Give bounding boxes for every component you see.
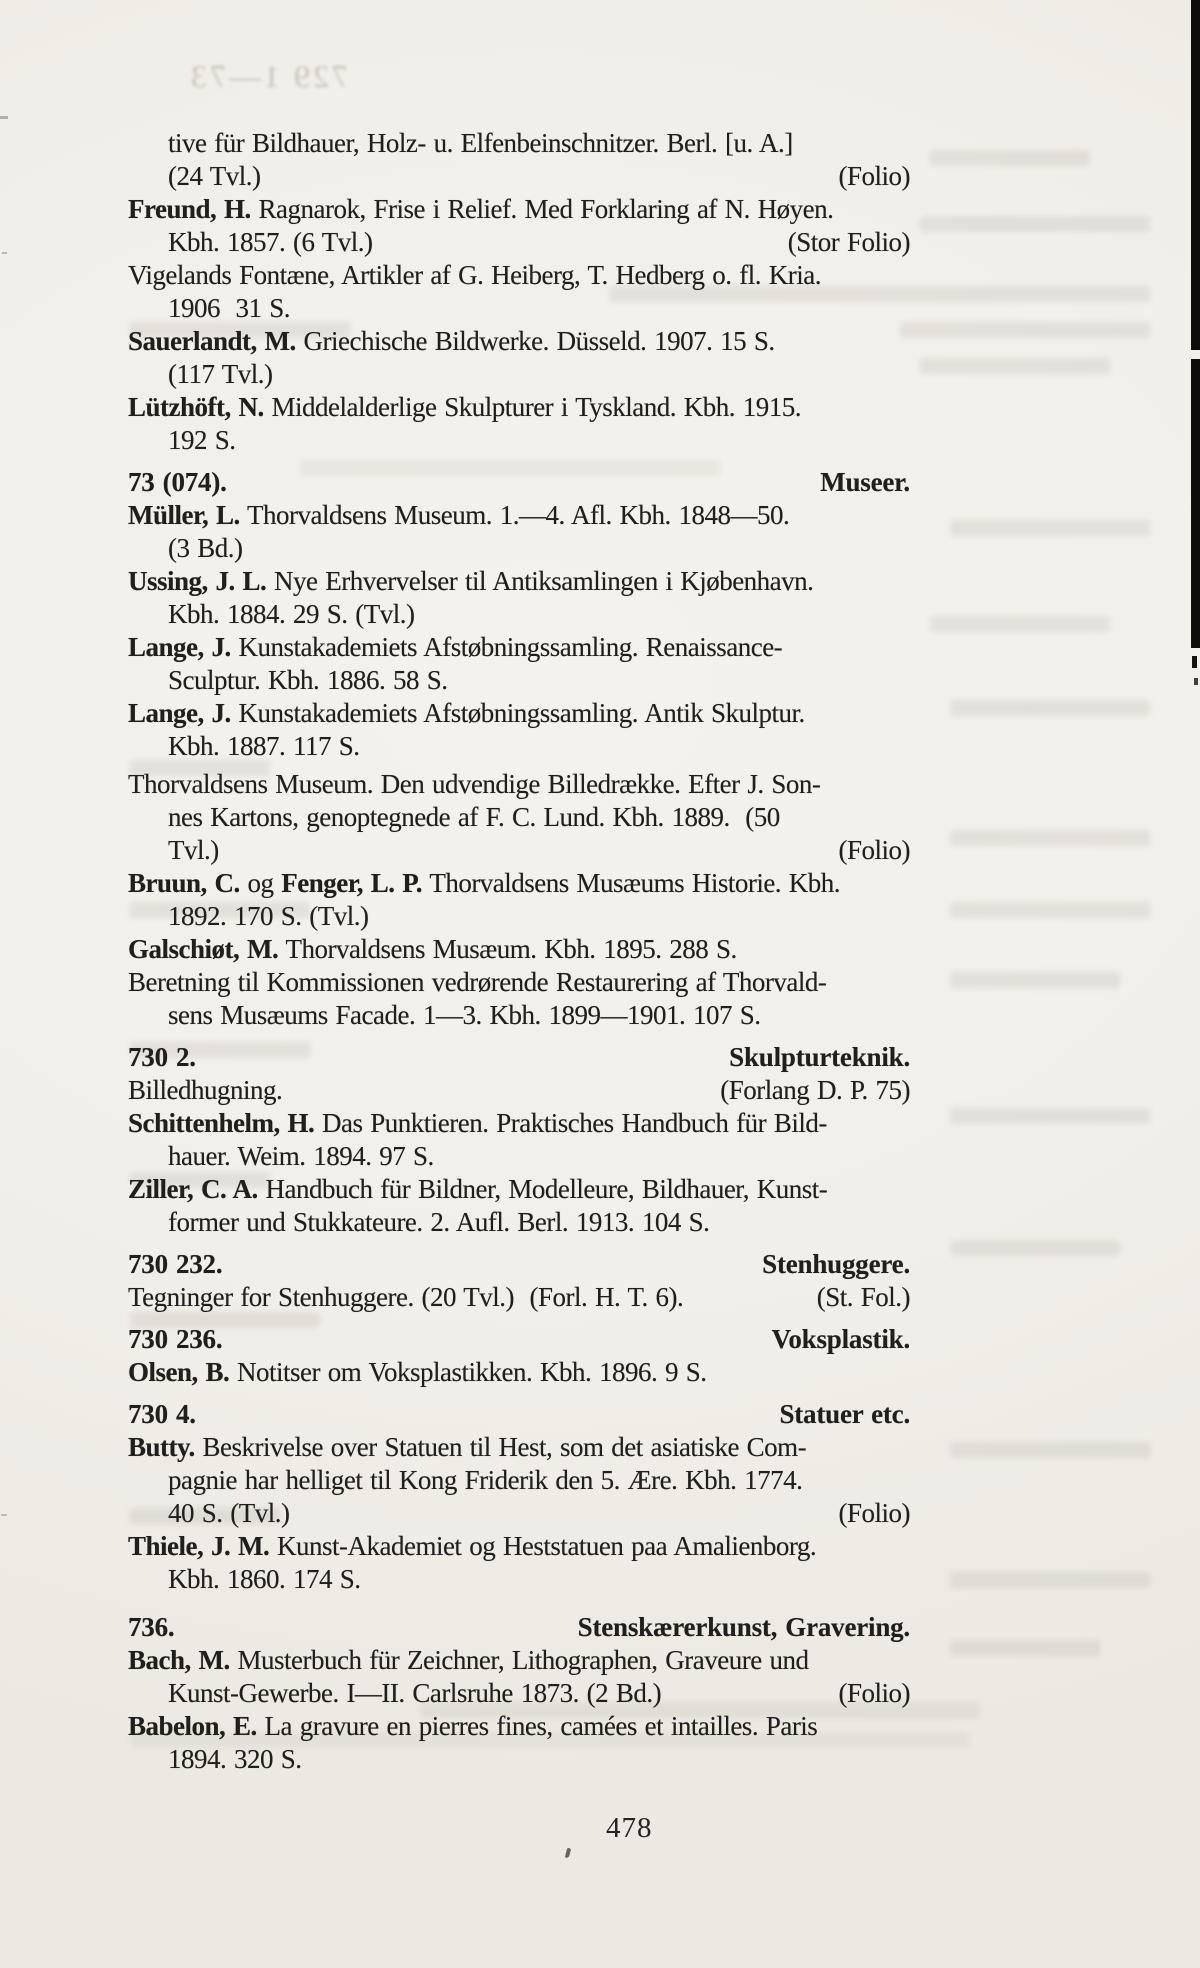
text-segment: 1906 31 S.	[168, 293, 291, 323]
author-name: Bach, M.	[128, 1645, 230, 1675]
line-text	[128, 391, 801, 424]
line-text	[168, 160, 261, 193]
line-text	[128, 1530, 816, 1563]
author-name: Ussing, J. L.	[128, 566, 267, 596]
bleed-through-smudge	[920, 216, 1150, 232]
catalog-entry-line	[128, 933, 910, 966]
section-title: Museer.	[820, 467, 910, 497]
catalog-entry-line	[128, 730, 910, 763]
text-segment: nes Kartons, genoptegnede af F. C. Lund. Kbh. 1889. (50	[168, 802, 780, 832]
catalog-entry-line	[128, 664, 910, 697]
catalog-entry-line	[128, 391, 910, 424]
bleed-through-text: 729 1—73	[188, 58, 348, 94]
line-text	[128, 193, 833, 226]
ink-speck	[1, 1514, 7, 1516]
text-segment: Notitser om Voksplastikken. Kbh. 1896. 9 S.	[229, 1357, 707, 1387]
text-segment: Vigelands Fontæne, Artikler af G. Heiberg, T. Hedberg o. fl. Kria.	[128, 260, 821, 290]
text-segment: 192 S.	[168, 425, 236, 455]
text-segment: Billedhugning.	[128, 1075, 283, 1105]
format-note: (St. Fol.)	[816, 1282, 910, 1312]
line-text	[128, 966, 826, 999]
catalog-entry-line	[128, 1356, 910, 1389]
page-number: 478	[606, 1812, 653, 1844]
author-name: Schittenhelm, H.	[128, 1108, 315, 1138]
catalog-entry-line	[128, 193, 910, 226]
catalog-entry-line	[128, 1710, 910, 1743]
ink-speck	[0, 116, 8, 119]
catalog-entry-line	[128, 259, 910, 292]
text-segment: Thorvaldsens Musæums Historie. Kbh.	[422, 868, 841, 898]
catalog-entry-line	[128, 1281, 910, 1314]
text-segment: Kunstakademiets Afstøbningssamling. Renaissance-	[230, 632, 783, 662]
author-name: Babelon, E.	[128, 1711, 257, 1741]
line-text	[128, 933, 737, 966]
catalog-entry-line	[128, 1677, 910, 1710]
bleed-through-smudge	[950, 830, 1150, 846]
classification-number: 730 4.	[128, 1399, 196, 1429]
line-text	[128, 565, 813, 598]
section-heading	[128, 1398, 910, 1431]
text-segment: Thorvaldsens Museum. 1.—4. Afl. Kbh. 1848—50.	[239, 500, 790, 530]
line-text	[168, 226, 373, 259]
text-segment: Nye Erhvervelser til Antiksamlingen i Kjøbenhavn.	[266, 566, 814, 596]
line-text	[168, 1206, 709, 1239]
catalog-entry-line	[128, 1530, 910, 1563]
text-segment: Beskrivelse over Statuen til Hest, som det asiatiske Com-	[194, 1432, 807, 1462]
text-segment: former und Stukkateure. 2. Aufl. Berl. 1913. 104 S.	[168, 1207, 710, 1237]
text-segment: Sculptur. Kbh. 1886. 58 S.	[168, 665, 448, 695]
ink-speck	[2, 252, 7, 254]
bleed-through-smudge	[930, 616, 1110, 632]
line-text	[128, 1173, 827, 1206]
bleed-through-smudge	[950, 520, 1150, 536]
text-segment: 1892. 170 S. (Tvl.)	[168, 901, 369, 931]
format-note: (Stor Folio)	[787, 227, 910, 257]
bleed-through-smudge	[950, 1108, 1150, 1124]
scan-edge-artifact	[1191, 0, 1200, 648]
bleed-through-smudge	[950, 1572, 1150, 1588]
text-segment: hauer. Weim. 1894. 97 S.	[168, 1141, 434, 1171]
line-text	[128, 697, 805, 730]
classification-number: 730 236.	[128, 1324, 223, 1354]
catalog-entry-line	[128, 358, 910, 391]
line-text	[128, 1107, 827, 1140]
line-text	[168, 1677, 661, 1710]
text-segment: Handbuch für Bildner, Modelleure, Bildhauer, Kunst-	[257, 1174, 828, 1204]
bleed-through-smudge	[920, 358, 1110, 374]
bleed-through-smudge	[950, 902, 1150, 918]
text-segment: Das Punktieren. Praktisches Handbuch für Bild-	[314, 1108, 827, 1138]
line-text	[128, 1248, 222, 1281]
scan-edge-notch	[1190, 350, 1200, 359]
catalog-entry-line	[128, 160, 910, 193]
format-note: (Folio)	[838, 1678, 910, 1708]
bleed-through-smudge	[950, 1442, 1150, 1458]
classification-number: 73 (074).	[128, 467, 227, 497]
bleed-through-smudge	[950, 1640, 1100, 1656]
format-note: (Folio)	[838, 835, 910, 865]
author-name: Bruun, C.	[128, 868, 240, 898]
text-segment: Thorvaldsens Musæum. Kbh. 1895. 288 S.	[278, 934, 737, 964]
line-text	[168, 1140, 434, 1173]
line-text	[128, 1074, 282, 1107]
text-segment: La gravure en pierres fines, camées et intailles. Paris	[256, 1711, 818, 1741]
author-name: Müller, L.	[128, 500, 240, 530]
catalog-entry-line	[128, 768, 910, 801]
line-text	[128, 867, 840, 900]
text-segment: Kunstakademiets Afstøbningssamling. Antik Skulptur.	[230, 698, 805, 728]
text-segment: tive für Bildhauer, Holz- u. Elfenbeinschnitzer. Berl. [u. A.]	[168, 128, 793, 158]
catalog-entry-line	[128, 1743, 910, 1776]
line-text	[128, 499, 789, 532]
line-text	[128, 1323, 222, 1356]
text-segment: sens Musæums Facade. 1—3. Kbh. 1899—1901. 107 S.	[168, 1000, 761, 1030]
line-text	[168, 1464, 802, 1497]
catalog-entry-line	[128, 1206, 910, 1239]
text-segment: Beretning til Kommissionen vedrørende Restaurering af Thorvald-	[128, 967, 827, 997]
section-title: Stenhuggere.	[762, 1249, 910, 1279]
line-text	[168, 532, 243, 565]
line-text	[168, 1563, 361, 1596]
text-segment: Musterbuch für Zeichner, Lithographen, Graveure und	[229, 1645, 809, 1675]
line-text	[168, 801, 780, 834]
format-note: (Folio)	[838, 161, 910, 191]
line-text	[128, 631, 782, 664]
catalog-entry-line	[128, 631, 910, 664]
bleed-through-smudge	[950, 700, 1150, 716]
line-text	[128, 259, 821, 292]
section-heading	[128, 1611, 910, 1644]
line-text	[168, 900, 369, 933]
classification-number: 730 2.	[128, 1042, 196, 1072]
line-text	[128, 325, 775, 358]
section-heading	[128, 1248, 910, 1281]
text-segment: og	[239, 868, 282, 898]
line-text	[168, 1497, 290, 1530]
bleed-through-smudge	[950, 1240, 1120, 1256]
text-segment: Kunst-Akademiet og Heststatuen paa Amalienborg.	[269, 1531, 817, 1561]
catalog-entry-line	[128, 292, 910, 325]
text-segment: (3 Bd.)	[168, 533, 243, 563]
format-note: (Forlang D. P. 75)	[720, 1075, 910, 1105]
catalog-entry-line	[128, 598, 910, 631]
line-text	[128, 1356, 707, 1389]
catalog-entry-line	[128, 900, 910, 933]
catalog-text-block	[128, 127, 910, 1776]
catalog-entry-line	[128, 424, 910, 457]
catalog-entry-line	[128, 532, 910, 565]
section-title: Stenskærerkunst, Gravering.	[577, 1612, 910, 1642]
text-segment: Kbh. 1860. 174 S.	[168, 1564, 361, 1594]
catalog-entry-line	[128, 565, 910, 598]
catalog-entry-line	[128, 966, 910, 999]
line-text	[128, 1710, 817, 1743]
bleed-through-smudge	[900, 322, 1150, 338]
text-segment: pagnie har helliget til Kong Friderik den 5. Ære. Kbh. 1774.	[168, 1465, 803, 1495]
line-text	[168, 1743, 302, 1776]
catalog-entry-line	[128, 801, 910, 834]
catalog-entry-line	[128, 697, 910, 730]
scan-edge-mark	[1192, 656, 1197, 668]
text-segment: 1894. 320 S.	[168, 1744, 302, 1774]
scan-edge-mark	[1194, 678, 1198, 685]
line-text	[168, 127, 793, 160]
catalog-entry-line	[128, 1431, 910, 1464]
catalog-entry-line	[128, 1563, 910, 1596]
catalog-entry-line	[128, 1497, 910, 1530]
text-segment: 40 S. (Tvl.)	[168, 1498, 290, 1528]
catalog-entry-line	[128, 127, 910, 160]
line-text	[128, 1611, 174, 1644]
line-text	[128, 1431, 806, 1464]
section-title: Voksplastik.	[771, 1324, 910, 1354]
text-segment: Kbh. 1887. 117 S.	[168, 731, 360, 761]
catalog-entry-line	[128, 999, 910, 1032]
line-text	[168, 598, 415, 631]
section-title: Statuer etc.	[779, 1399, 910, 1429]
section-title: Skulpturteknik.	[729, 1042, 910, 1072]
classification-number: 736.	[128, 1612, 175, 1642]
text-segment: (24 Tvl.)	[168, 161, 261, 191]
author-name: Lange, J.	[128, 632, 231, 662]
author-name: Galschiøt, M.	[128, 934, 279, 964]
author-name: Thiele, J. M.	[128, 1531, 270, 1561]
line-text	[128, 1281, 683, 1314]
bleed-through-smudge	[930, 150, 1090, 166]
line-text	[168, 424, 236, 457]
ink-speck	[565, 1848, 571, 1859]
catalog-entry-line	[128, 1140, 910, 1173]
author-name: Freund, H.	[128, 194, 251, 224]
section-heading	[128, 466, 910, 499]
catalog-entry-line	[128, 1107, 910, 1140]
author-name: Lange, J.	[128, 698, 231, 728]
line-text	[168, 664, 448, 697]
text-segment: Kunst-Gewerbe. I—II. Carlsruhe 1873. (2 Bd.)	[168, 1678, 662, 1708]
catalog-entry-line	[128, 867, 910, 900]
author-name: Lützhöft, N.	[128, 392, 264, 422]
catalog-entry-line	[128, 1644, 910, 1677]
line-text	[128, 1644, 808, 1677]
format-note: (Folio)	[838, 1498, 910, 1528]
text-segment: Middelalderlige Skulpturer i Tyskland. Kbh. 1915.	[263, 392, 802, 422]
line-text	[128, 768, 820, 801]
author-name: Sauerlandt, M.	[128, 326, 296, 356]
section-heading	[128, 1323, 910, 1356]
line-text	[168, 730, 360, 763]
catalog-entry-line	[128, 1074, 910, 1107]
bleed-through-smudge	[950, 972, 1120, 988]
author-name: Butty.	[128, 1432, 195, 1462]
line-text	[168, 834, 219, 867]
text-segment: Griechische Bildwerke. Düsseld. 1907. 15 S.	[295, 326, 775, 356]
text-segment: Tegninger for Stenhuggere. (20 Tvl.) (Forl. H. T. 6).	[128, 1282, 684, 1312]
section-heading	[128, 1041, 910, 1074]
text-segment: Kbh. 1884. 29 S. (Tvl.)	[168, 599, 415, 629]
line-text	[128, 466, 227, 499]
line-text	[168, 999, 761, 1032]
catalog-entry-line	[128, 1173, 910, 1206]
catalog-entry-line	[128, 226, 910, 259]
catalog-entry-line	[128, 834, 910, 867]
text-segment: Thorvaldsens Museum. Den udvendige Billedrække. Efter J. Son-	[128, 769, 821, 799]
catalog-entry-line	[128, 499, 910, 532]
line-text	[168, 292, 290, 325]
line-text	[128, 1041, 196, 1074]
text-segment: Tvl.)	[168, 835, 219, 865]
catalog-entry-line	[128, 325, 910, 358]
line-text	[128, 1398, 196, 1431]
classification-number: 730 232.	[128, 1249, 223, 1279]
text-segment: Kbh. 1857. (6 Tvl.)	[168, 227, 373, 257]
author-name: Olsen, B.	[128, 1357, 230, 1387]
text-segment: (117 Tvl.)	[168, 359, 273, 389]
text-segment: Ragnarok, Frise i Relief. Med Forklaring af N. Høyen.	[250, 194, 834, 224]
author-name: Fenger, L. P.	[281, 868, 423, 898]
catalog-entry-line	[128, 1464, 910, 1497]
line-text	[168, 358, 273, 391]
author-name: Ziller, C. A.	[128, 1174, 258, 1204]
